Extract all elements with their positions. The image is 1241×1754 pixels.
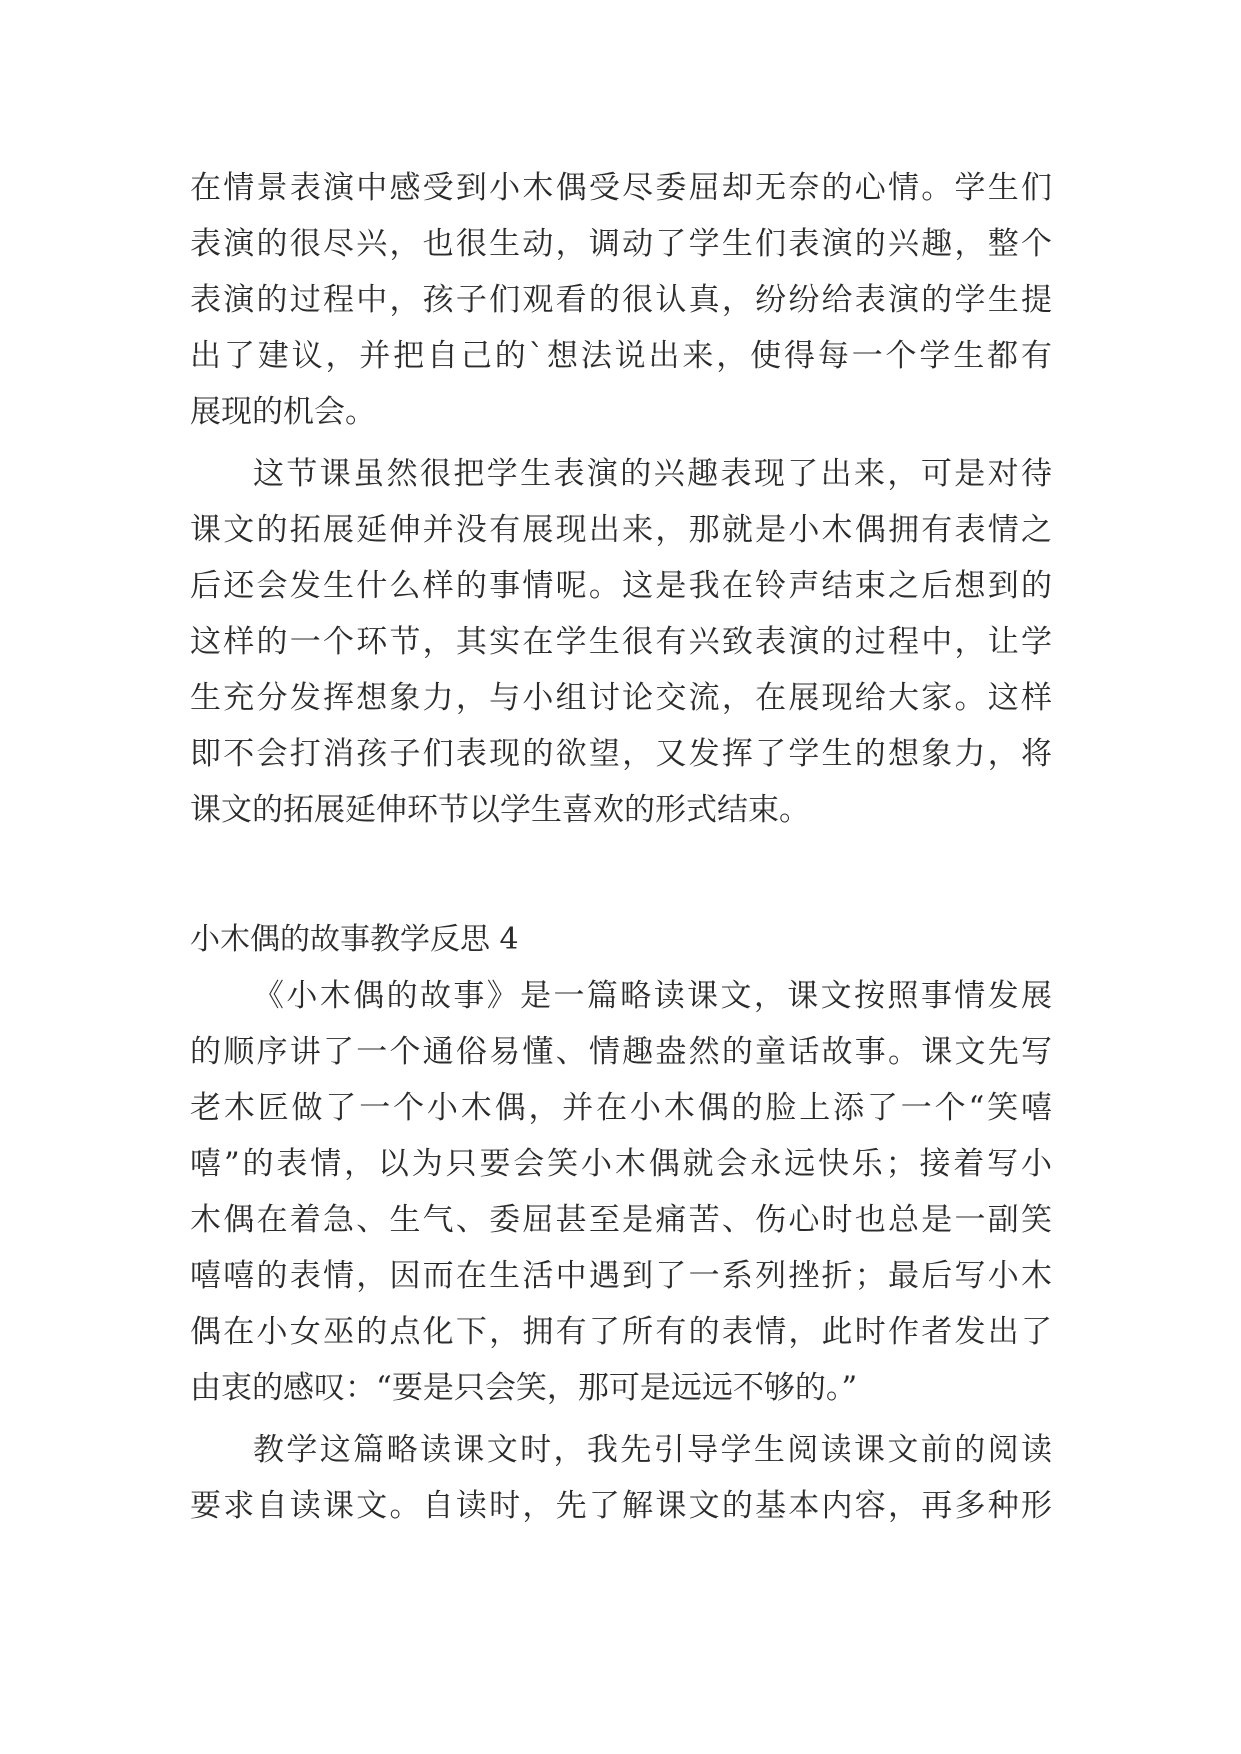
- paragraph-line: 课文的拓展延伸环节以学生喜欢的形式结束。: [190, 792, 810, 828]
- paragraph-line: 偶在小女巫的点化下，拥有了所有的表情，此时作者发出了: [190, 1314, 1052, 1350]
- paragraph-line: 《小木偶的故事》是一篇略读课文，课文按照事情发展: [253, 978, 1052, 1014]
- paragraph-line: 即不会打消孩子们表现的欲望，又发挥了学生的想象力，将: [190, 736, 1052, 772]
- paragraph-line: 由衷的感叹：“要是只会笑，那可是远远不够的。”: [190, 1370, 858, 1406]
- paragraph-line: 嘻”的表情，以为只要会笑小木偶就会永远快乐；接着写小: [190, 1146, 1052, 1182]
- section-heading: 小木偶的故事教学反思 4: [190, 922, 519, 957]
- paragraph-line: 这样的一个环节，其实在学生很有兴致表演的过程中，让学: [190, 624, 1052, 660]
- paragraph-line: 后还会发生什么样的事情呢。这是我在铃声结束之后想到的: [190, 568, 1052, 604]
- paragraph-line: 出了建议，并把自己的`想法说出来，使得每一个学生都有: [190, 338, 1052, 374]
- paragraph-line: 展现的机会。: [190, 394, 376, 430]
- paragraph-line: 表演的很尽兴，也很生动，调动了学生们表演的兴趣，整个: [190, 226, 1052, 262]
- paragraph-line: 老木匠做了一个小木偶，并在小木偶的脸上添了一个“笑嘻: [190, 1090, 1052, 1126]
- paragraph-line: 要求自读课文。自读时，先了解课文的基本内容，再多种形: [190, 1488, 1052, 1524]
- paragraph-line: 在情景表演中感受到小木偶受尽委屈却无奈的心情。学生们: [190, 170, 1052, 206]
- paragraph-line: 嘻嘻的表情，因而在生活中遇到了一系列挫折；最后写小木: [190, 1258, 1052, 1294]
- paragraph-line: 木偶在着急、生气、委屈甚至是痛苦、伤心时也总是一副笑: [190, 1202, 1052, 1238]
- paragraph-line: 表演的过程中，孩子们观看的很认真，纷纷给表演的学生提: [190, 282, 1052, 318]
- paragraph-line: 课文的拓展延伸并没有展现出来，那就是小木偶拥有表情之: [190, 512, 1052, 548]
- paragraph-line: 的顺序讲了一个通俗易懂、情趣盎然的童话故事。课文先写: [190, 1034, 1052, 1070]
- paragraph-line: 教学这篇略读课文时，我先引导学生阅读课文前的阅读: [253, 1432, 1052, 1468]
- paragraph-line: 生充分发挥想象力，与小组讨论交流，在展现给大家。这样: [190, 680, 1052, 716]
- paragraph-line: 这节课虽然很把学生表演的兴趣表现了出来，可是对待: [253, 456, 1052, 492]
